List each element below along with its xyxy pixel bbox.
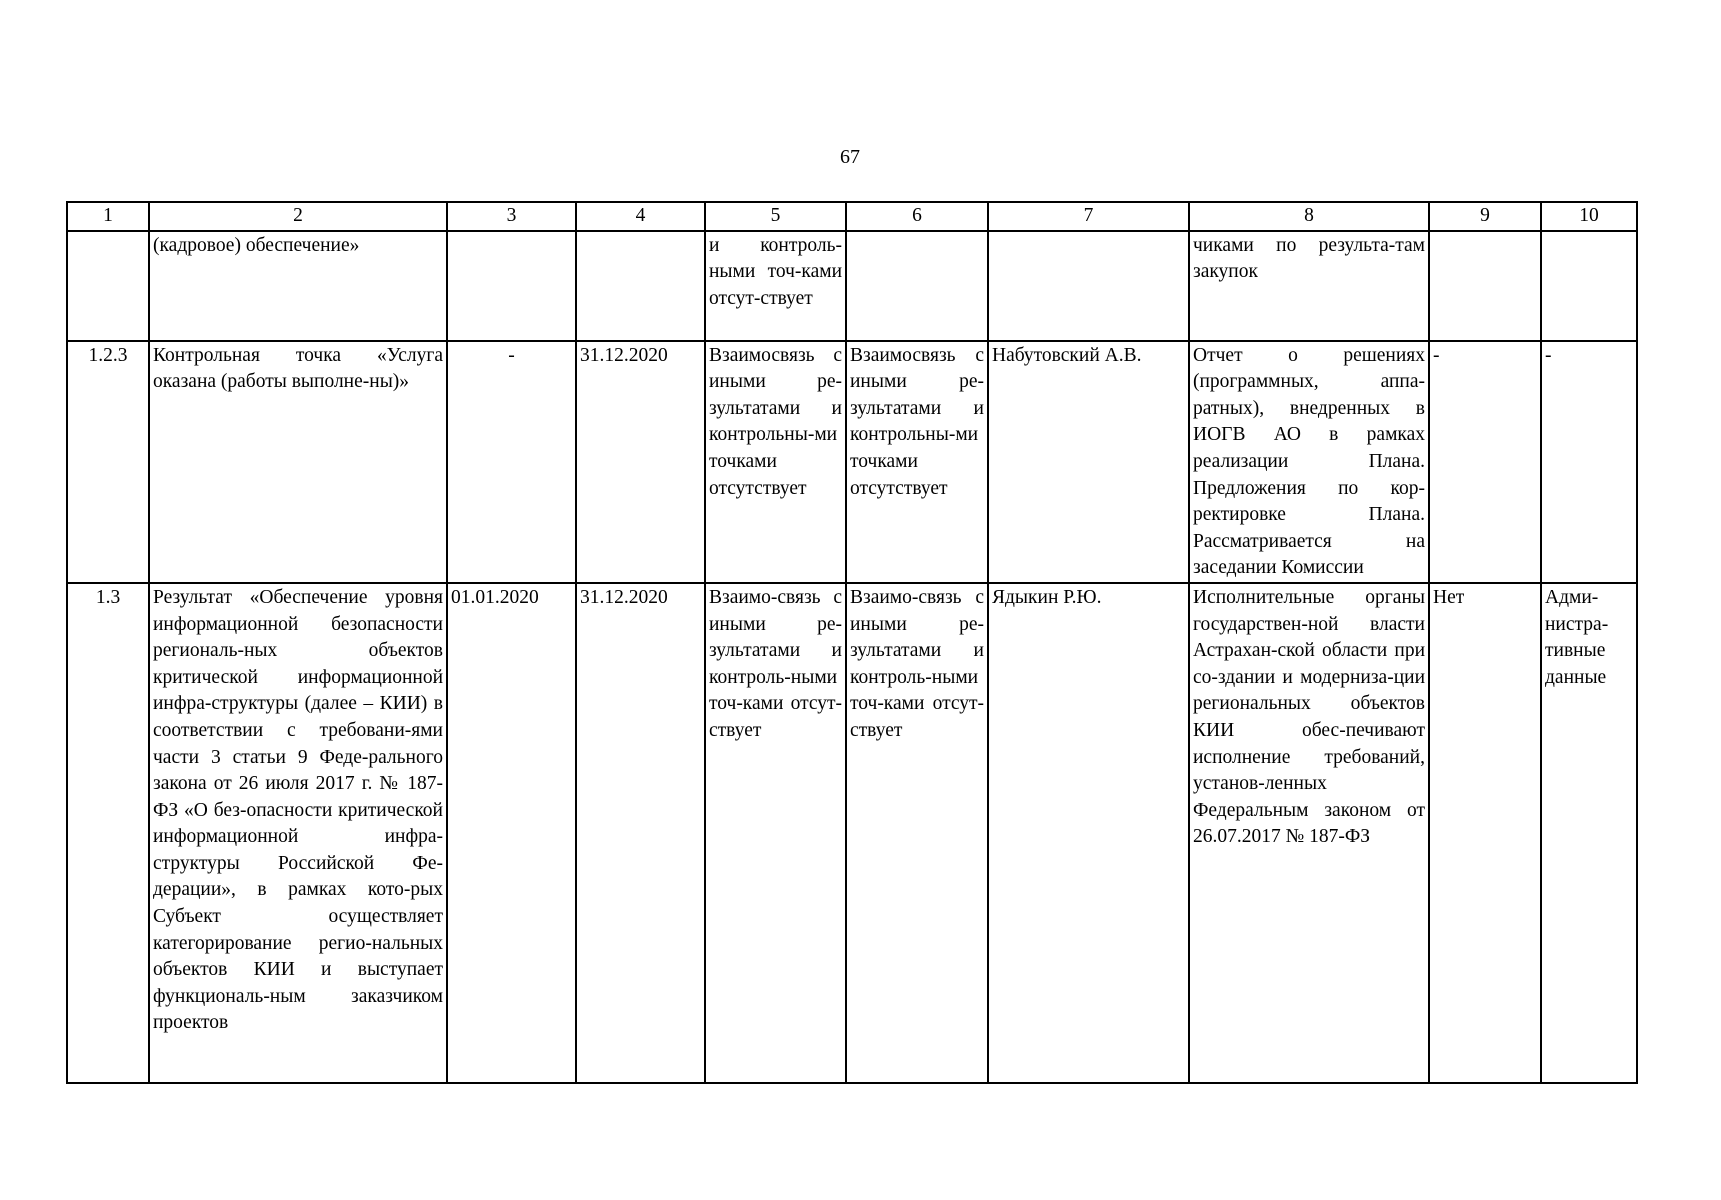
table-row [67,231,1637,341]
col-header-2: 2 [149,202,447,231]
check-level-cell [1429,231,1541,341]
col-header-10: 10 [1541,202,1637,231]
table-row [67,341,1637,583]
col-header-6: 6 [846,202,988,231]
col-header-5: 5 [705,202,846,231]
col-header-8: 8 [1189,202,1429,231]
predecessor-cell: Взаимо-связь с иными ре-зультатами и контроль-ными точ-ками отсут-ствует [705,583,846,1083]
info-system-cell: Адми-нистра-тивные данные [1541,583,1637,1083]
header-row [67,202,1637,231]
successor-cell: Взаимо-связь с иными ре-зультатами и контроль-ными точ-ками отсут-ствует [846,583,988,1083]
start-date-cell: - [447,341,576,583]
check-level-cell: Нет [1429,583,1541,1083]
col-header-9: 9 [1429,202,1541,231]
successor-cell [846,231,988,341]
col-header-1: 1 [67,202,149,231]
result-name-cell: Контрольная точка «Услуга оказана (работы выполне-ны)» [149,341,447,583]
result-name-cell: Результат «Обеспечение уровня информационной безопасности региональ-ных объектов критической информационной инфра-структуры (далее – КИИ) в соответствии с требовани-ями части 3 статьи 9 Феде-рального закона от 26 июля 2017 г. № 187-ФЗ «О без-опасности критической информационной инфра-структуры Российской Фе-дерации», в рамках кото-рых Субъект осуществляет категорирование регио-нальных объектов КИИ и выступает функциональ-ным заказчиком проектов [149,583,447,1083]
description-cell: Отчет о решениях (программных, аппа-ратных), внедренных в ИОГВ АО в рамках реализации Плана. Предложения по кор-ректировке Плана. Рассматривается на заседании Комиссии [1189,341,1429,583]
successor-cell: Взаимосвязь с иными ре-зультатами и контрольны-ми точками отсутствует [846,341,988,583]
end-date-cell [576,231,705,341]
responsible-cell: Набутовский А.В. [988,341,1189,583]
responsible-cell: Ядыкин Р.Ю. [988,583,1189,1083]
start-date-cell [447,231,576,341]
result-name-cell: (кадровое) обеспечение» [149,231,447,341]
predecessor-cell: и контроль-ными точ-ками отсут-ствует [705,231,846,341]
info-system-cell: - [1541,341,1637,583]
page-number: 67 [840,146,860,168]
check-level-cell: - [1429,341,1541,583]
start-date-cell: 01.01.2020 [447,583,576,1083]
end-date-cell: 31.12.2020 [576,341,705,583]
responsible-cell [988,231,1189,341]
col-header-3: 3 [447,202,576,231]
info-system-cell [1541,231,1637,341]
col-header-4: 4 [576,202,705,231]
end-date-cell: 31.12.2020 [576,583,705,1083]
table-row [67,583,1637,1083]
row-number-cell: 1.2.3 [67,341,149,583]
row-number-cell [67,231,149,341]
control-points-table [66,201,1638,1084]
col-header-7: 7 [988,202,1189,231]
description-cell: чиками по результа-там закупок [1189,231,1429,341]
description-cell: Исполнительные органы государствен-ной власти Астрахан-ской области при со-здании и модерниза-ции региональных объектов КИИ обес-печивают исполнение требований, установ-ленных Федеральным законом от 26.07.2017 № 187-ФЗ [1189,583,1429,1083]
row-number-cell: 1.3 [67,583,149,1083]
predecessor-cell: Взаимосвязь с иными ре-зультатами и контрольны-ми точками отсутствует [705,341,846,583]
